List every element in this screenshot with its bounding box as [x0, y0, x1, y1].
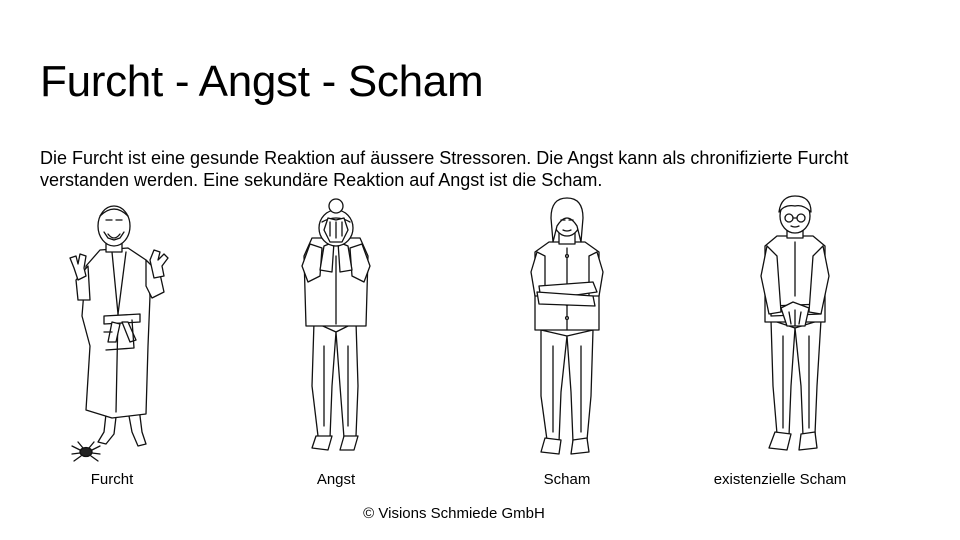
caption-existenzielle-scham: existenzielle Scham	[713, 471, 847, 488]
woman-arms-crossed-illustration	[497, 196, 637, 468]
copyright-footer: © Visions Schmiede GmbH	[363, 505, 545, 522]
caption-scham: Scham	[543, 471, 591, 488]
caption-furcht: Furcht	[90, 471, 134, 488]
fearful-man-bathrobe-spider-illustration	[42, 196, 182, 468]
intro-text: Die Furcht ist eine gesunde Reaktion auf äussere Stressoren. Die Angst kann als chronifizierte Furcht verstanden werden. Eine sekundäre Reaktion auf Angst ist die Scham.	[40, 148, 849, 190]
person-covering-face-illustration	[266, 196, 406, 468]
slide-title: Furcht - Angst - Scham	[40, 57, 484, 106]
man-head-bowed-hands-clasped-illustration	[725, 196, 865, 468]
caption-angst: Angst	[316, 471, 356, 488]
